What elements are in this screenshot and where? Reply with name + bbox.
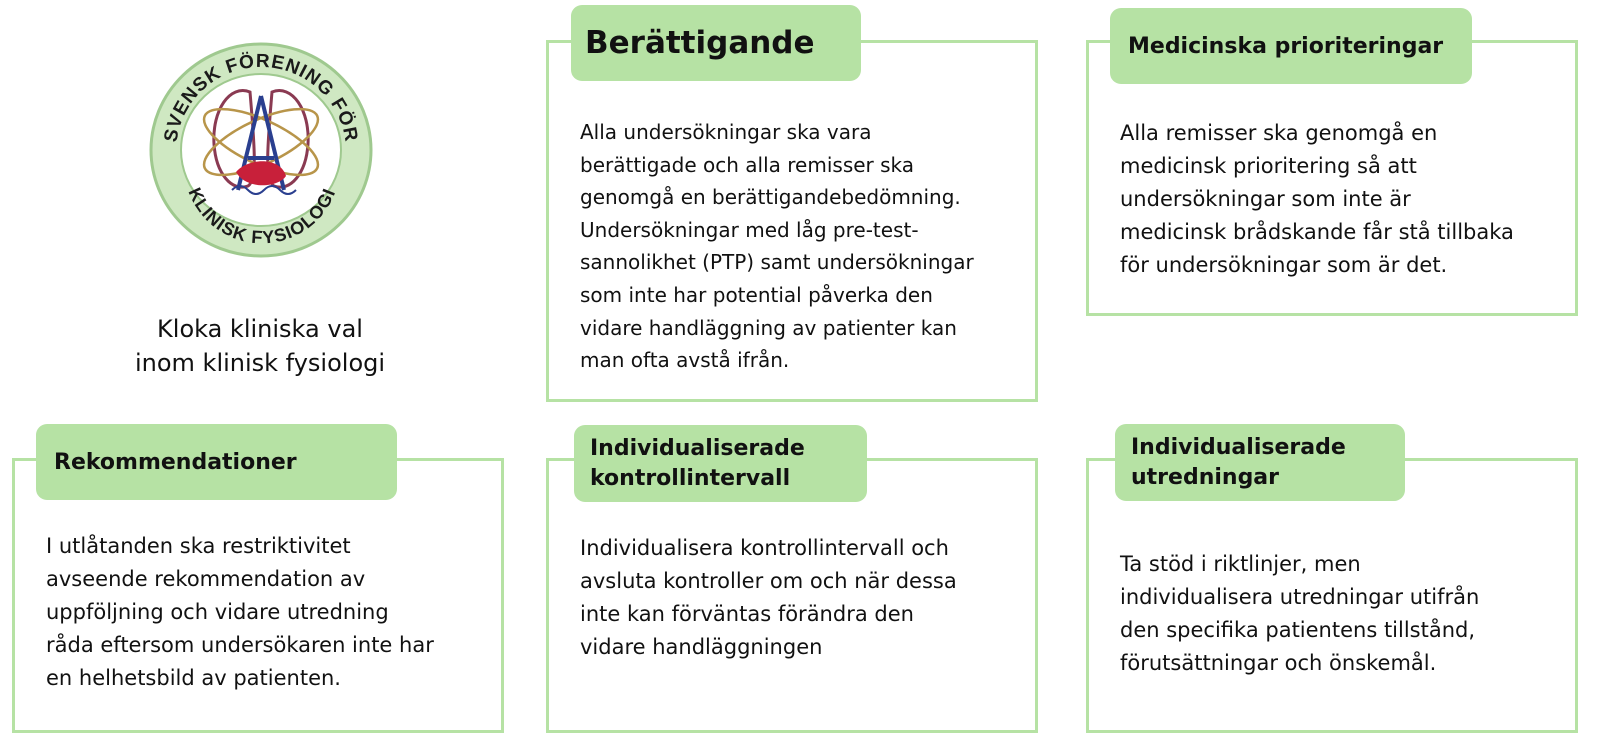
text-line: sannolikhet (PTP) samt undersökningar — [580, 250, 974, 275]
card-individualiserade-kontrollintervall-text — [580, 532, 1030, 664]
card-medicinska-prioriteringar-text — [1120, 117, 1570, 282]
text-line: råda eftersom undersökaren inte har — [46, 633, 434, 657]
card-medicinska-prioriteringar-title: Medicinska prioriteringar — [1110, 8, 1472, 84]
text-line: genomgå en berättigandebedömning. — [580, 185, 961, 210]
text-line: uppföljning och vidare utredning — [46, 600, 389, 624]
text-line: förutsättningar och önskemål. — [1120, 651, 1437, 675]
card-individualiserade-kontrollintervall-title: Individualiserade kontrollintervall — [574, 425, 867, 502]
card-berattigande-text — [580, 116, 1030, 377]
card-individualiserade-utredningar-title: Individualiserade utredningar — [1115, 424, 1405, 501]
tagline-line-2: inom klinisk fysiologi — [134, 349, 386, 377]
tagline — [100, 312, 420, 380]
text-line: Alla remisser ska genomgå en — [1120, 121, 1438, 145]
text-line: man ofta avstå ifrån. — [580, 348, 790, 373]
logo-ring-bottom-text: KLINISK FYSIOLOGI — [184, 184, 340, 248]
text-line: vidare handläggningen — [580, 635, 823, 659]
text-line: avseende rekommendation av — [46, 567, 366, 591]
card-individualiserade-utredningar-text — [1120, 548, 1570, 680]
card-rekommendationer-title: Rekommendationer — [36, 424, 397, 500]
tagline-line-1: Kloka kliniska val — [157, 315, 363, 343]
text-line: Alla undersökningar ska vara — [580, 120, 872, 144]
text-line: medicinsk prioritering så att — [1120, 154, 1417, 178]
text-line: undersökningar som inte är — [1120, 187, 1411, 211]
card-rekommendationer-text — [46, 530, 496, 695]
text-line: individualisera utredningar utifrån — [1120, 585, 1480, 609]
text-line: inte kan förväntas förändra den — [580, 602, 914, 626]
text-line: Individualisera kontrollintervall och — [580, 536, 949, 560]
text-line: avsluta kontroller om och när dessa — [580, 569, 957, 593]
text-line: Ta stöd i riktlinjer, men — [1120, 552, 1361, 576]
logo-ring-top-text: SVENSK FÖRENING FÖR — [160, 50, 362, 144]
text-line: Undersökningar med låg pre-test- — [580, 217, 919, 242]
text-line: I utlåtanden ska restriktivitet — [46, 534, 351, 558]
text-line: som inte har potential påverka den — [580, 282, 933, 307]
text-line: en helhetsbild av patienten. — [46, 666, 341, 690]
text-line: för undersökningar som är det. — [1120, 253, 1448, 277]
card-berattigande-title: Berättigande — [571, 5, 861, 81]
society-logo — [140, 40, 382, 260]
text-line: den specifika patientens tillstånd, — [1120, 618, 1476, 642]
text-line: berättigade och alla remisser ska — [580, 152, 915, 177]
text-line: vidare handläggning av patienter kan — [580, 315, 957, 340]
text-line: medicinsk brådskande får stå tillbaka — [1120, 220, 1514, 244]
logo-emblem-icon — [140, 40, 382, 260]
